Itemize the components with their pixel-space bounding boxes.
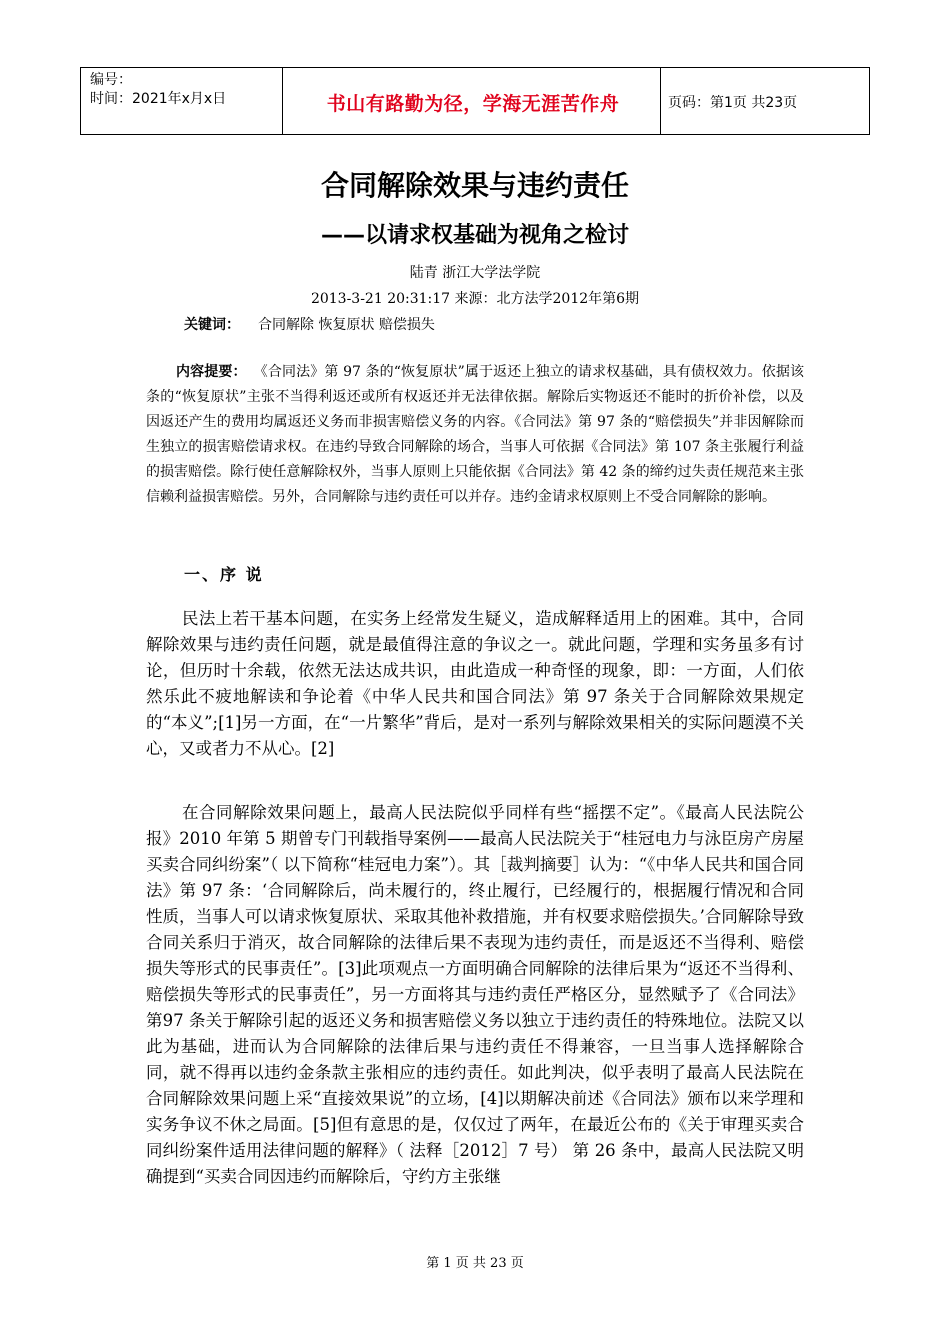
- article-title: 合同解除效果与违约责任: [320, 169, 629, 202]
- article-author: 陆青 浙江大学法学院: [409, 265, 541, 281]
- header-motto: 书山有路勤为径，学海无涯苦作舟: [326, 93, 620, 115]
- header-bottom-rule: [80, 134, 870, 135]
- header-divider-right: [869, 67, 870, 135]
- header-divider-left: [80, 67, 81, 135]
- serial-label: 编号：: [90, 72, 132, 88]
- abstract-text: 《合同法》第 97 条的“恢复原状”属于返还上独立的请求权基础，具有债权效力。依据该条的“恢复原状”主张不当得利返还或所有权返还并无法律依据。解除后实物返还不能时的折价补偿，以及因返还产生的费用均属返还义务而非损害赔偿义务的内容。《合同法》第 97 条的“赔偿损失”并非因解除而生独立的损害赔偿请求权。在违约导致合同解除的场合，当事人可依据《合同法》第 107 条主张履行利益的损害赔偿。除行使任意解除权外，当事人原则上只能依据《合同法》第 42 条的缔约过失责任规范来主张信赖利益损害赔偿。另外，合同解除与违约责任可以并存。违约金请求权原则上不受合同解除的影响。: [146, 364, 805, 505]
- keywords-line: [184, 314, 435, 334]
- body-paragraph: 民法上若干基本问题，在实务上经常发生疑义，造成解释适用上的困难。其中，合同解除效果与违约责任问题，就是最值得注意的争议之一。就此问题，学理和实务虽多有讨论，但历时十余载，依然无法达成共识，由此造成一种奇怪的现象，即：一方面，人们依然乐此不疲地解读和争论着《中华人民共和国合同法》第 97 条关于合同解除效果规定的“本义”;[1]另一方面，在“一片繁华”背后，是对一系列与解除效果相关的实际问题漠不关心，又或者力不从心。[2]: [146, 609, 804, 758]
- article-subtitle: ——以请求权基础为视角之检讨: [320, 223, 629, 248]
- page-footer: 第 1 页 共 23 页: [426, 1256, 524, 1271]
- body-paragraph: 在合同解除效果问题上，最高人民法院似乎同样有些“摇摆不定”。《最高人民法院公报》2010 年第 5 期曾专门刊载指导案例——最高人民法院关于“桂冠电力与泳臣房产房屋买卖合同纠纷案”（ 以下简称“桂冠电力案”）。其［裁判摘要］认为：“《中华人民共和国合同法》第 97 条：‘合同解除后，尚未履行的，终止履行，已经履行的，根据履行情况和合同性质，当事人可以请求恢复原状、采取其他补救措施，并有权要求赔偿损失。’合同解除导致合同关系归于消灭，故合同解除的法律后果不表现为违约责任，而是返还不当得利、赔偿损失等形式的民事责任”。[3]此项观点一方面明确合同解除的法律后果为“返还不当得利、赔偿损失等形式的民事责任”，另一方面将其与违约责任严格区分，显然赋予了《合同法》第97 条关于解除引起的返还义务和损害赔偿义务以独立于违约责任的特殊地位。法院又以此为基础，进而认为合同解除的法律后果与违约责任不得兼容，一旦当事人选择解除合同，就不得再以违约金条款主张相应的违约责任。如此判决，似乎表明了最高人民法院在合同解除效果问题上采“直接效果说”的立场，[4]以期解决前述《合同法》颁布以来学理和实务争议不休之局面。[5]但有意思的是，仅仅过了两年，在最近公布的《关于审理买卖合同纠纷案件适用法律问题的解释》（ 法释［2012］7 号） 第 26 条中，最高人民法院又明确提到“买卖合同因违约而解除后，守约方主张继: [146, 803, 804, 1186]
- header-top-rule: [80, 67, 870, 68]
- header-divider: [282, 67, 283, 135]
- keywords-text: 合同解除 恢复原状 赔偿损失: [258, 317, 435, 333]
- document-header: [80, 67, 870, 135]
- abstract-label: 内容提要：: [176, 364, 247, 380]
- keywords-label: 关键词：: [184, 317, 240, 333]
- header-page-info: 页码：第1页 共23页: [668, 95, 798, 111]
- time-label: 时间：2021年x月x日: [90, 91, 227, 107]
- article-dateline: 2013-3-21 20:31:17 来源：北方法学2012年第6期: [310, 291, 640, 307]
- abstract: [146, 360, 804, 510]
- section-heading: 一、序 说: [184, 565, 264, 584]
- header-meta: [90, 71, 226, 109]
